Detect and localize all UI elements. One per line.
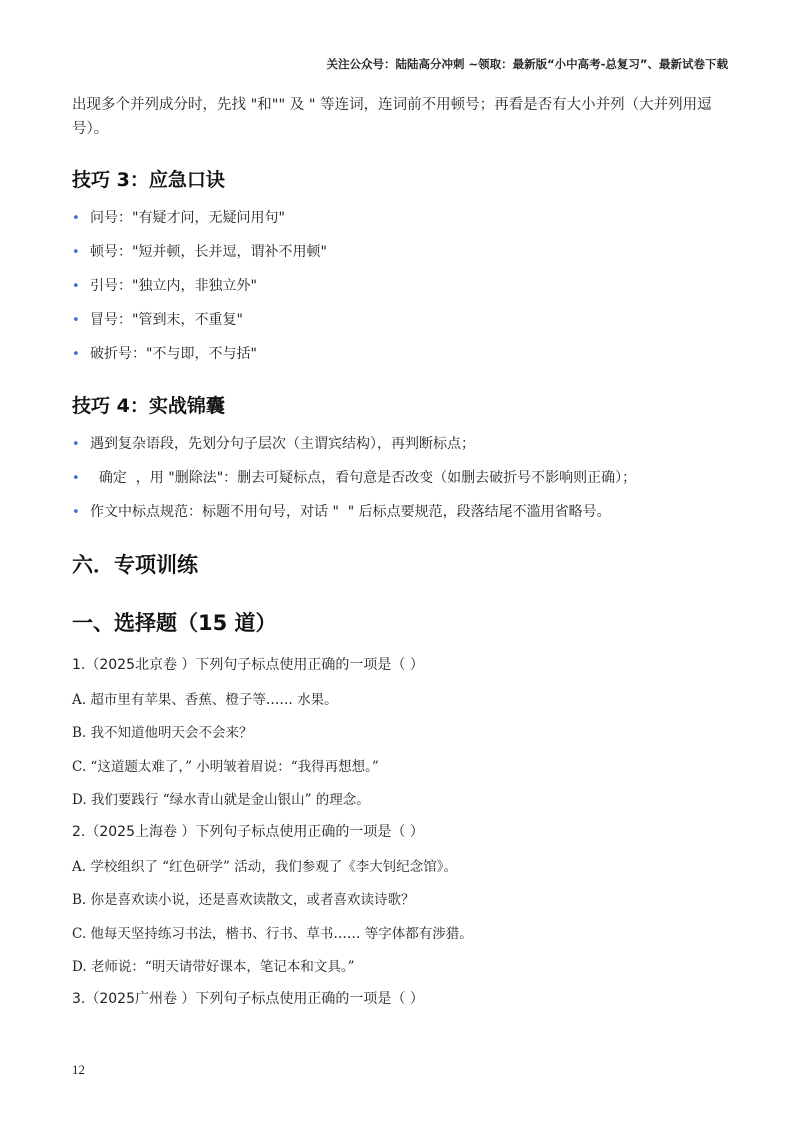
bullet-dot-icon: • (72, 245, 80, 260)
question-option: C. 他每天坚持练习书法，楷书、行书、草书…… 等字体都有涉猎。 (72, 926, 473, 942)
bullet-dot-icon: • (72, 211, 80, 226)
tip4-item: • 作文中标点规范：标题不用句号，对话 " " 后标点要规范，段落结尾不滥用省略号。 (72, 504, 611, 520)
bullet-dot-icon: • (72, 279, 80, 294)
tip4-heading: 技巧 4：实战锦囊 (72, 395, 225, 417)
bullet-dot-icon: • (72, 313, 80, 328)
tip3-item: • 引号："独立内，非独立外" (72, 278, 257, 294)
question-option: A. 学校组织了 “红色研学” 活动，我们参观了《李大钊纪念馆》。 (72, 859, 457, 875)
bullet-dot-icon: • (72, 505, 80, 520)
tip3-item: • 问号："有疑才问，无疑问用句" (72, 210, 285, 226)
bullet-dot-icon: • (72, 347, 80, 362)
question-option: D. 我们要践行 “绿水青山就是金山银山” 的理念。 (72, 792, 370, 808)
tip3-item: • 顿号："短并顿，长并逗，谓补不用顿" (72, 244, 327, 260)
bullet-dot-icon: • (72, 471, 80, 486)
section6-heading: 六．专项训练 (72, 553, 198, 577)
tip4-item: • 确定 ，用 "删除法"：删去可疑标点，看句意是否改变（如删去破折号不影响则正确）； (72, 470, 637, 486)
tip4-item: • 遇到复杂语段，先划分句子层次（主谓宾结构），再判断标点； (72, 436, 475, 452)
tip3-item: • 破折号："不与即，不与括" (72, 346, 257, 362)
bullet-dot-icon: • (72, 437, 80, 452)
question-stem: 3.（2025广州卷 ）下列句子标点使用正确的一项是（ ） (72, 991, 424, 1007)
page-header: 关注公众号：陆陆高分冲刺 ~领取：最新版“小中高考-总复习”、最新试卷下载 (326, 57, 728, 71)
tip3-item: • 冒号："管到末，不重复" (72, 312, 243, 328)
question-option: C. “这道题太难了，” 小明皱着眉说：“我得再想想。” (72, 759, 379, 775)
page-number: 12 (72, 1062, 85, 1077)
question-stem: 2.（2025上海卷 ）下列句子标点使用正确的一项是（ ） (72, 824, 424, 840)
section1-heading: 一、选择题（15 道） (72, 611, 277, 635)
question-option: B. 我不知道他明天会不会来？ (72, 725, 253, 741)
question-option: A. 超市里有苹果、香蕉、橙子等…… 水果。 (72, 692, 338, 708)
intro-paragraph: 出现多个并列成分时，先找 "和"" 及 " 等连词，连词前不用顿号；再看是否有大小并列（大并列用逗号）。 (72, 97, 712, 137)
tip3-heading: 技巧 3：应急口诀 (72, 169, 225, 191)
question-option: B. 你是喜欢读小说，还是喜欢读散文，或者喜欢读诗歌？ (72, 892, 415, 908)
question-stem: 1.（2025北京卷 ）下列句子标点使用正确的一项是（ ） (72, 657, 424, 673)
question-option: D. 老师说：“明天请带好课本，笔记本和文具。” (72, 959, 355, 975)
